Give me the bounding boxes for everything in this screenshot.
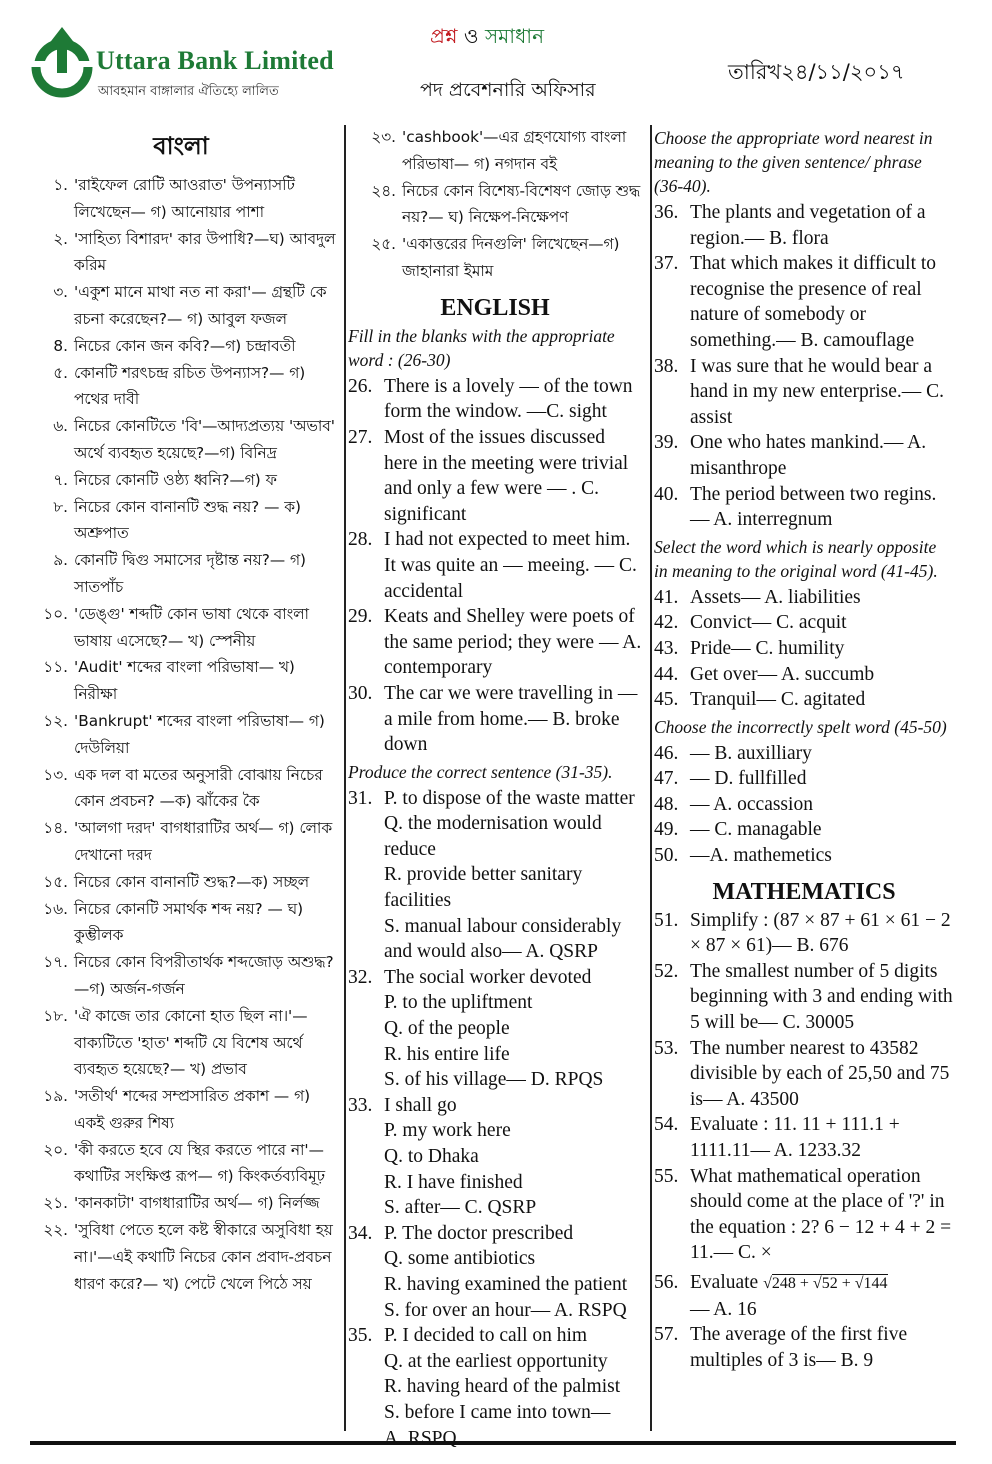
- question-51: 51. Simplify : (87 × 87 + 61 × 61 − 2 × 87 × 61)— B. 676: [654, 909, 951, 957]
- bangla-question: [20, 815, 342, 869]
- instruction-correct-sentence: Produce the correct sentence (31-35).: [348, 761, 613, 782]
- question-number: ১.: [53, 176, 68, 194]
- question-number: ১৪.: [43, 819, 68, 838]
- q56-radical: √248 + √52 + √144: [763, 1274, 888, 1292]
- title-question: প্রশ্ন: [430, 24, 458, 48]
- bangla-question: [20, 949, 342, 1003]
- question-number: ২১.: [43, 1194, 68, 1213]
- question-36: 36. The plants and vegetation of a region.— B. flora: [654, 202, 926, 249]
- column-bangla: [20, 124, 342, 1297]
- question-49: 49. — C. managable: [654, 819, 822, 841]
- question-29: 29. Keats and Shelley were poets of the same period; they were — A. contemporary: [348, 606, 642, 679]
- question-text: 'কানকাটা' বাগধারাটির অর্থ— গ) নির্লজ্জ: [74, 1194, 320, 1213]
- question-40: 40. The period between two regins.— A. interregnum: [654, 483, 937, 531]
- question-text: নিচের কোন বিশেষ্য-বিশেষণ জোড় শুদ্ধ নয়?— ঘ) নিক্ষেপ-নিক্ষেপণ: [402, 181, 641, 227]
- section-title-english: ENGLISH: [440, 294, 550, 321]
- question-42: 42. Convict— C. acquit: [654, 612, 847, 634]
- question-39: 39. One who hates mankind.— A. misanthrope: [654, 432, 927, 479]
- question-38: 38. I was sure that he would bear a hand in my new enterprise.— C. assist: [654, 355, 944, 428]
- question-text: নিচের কোন বানানটি শুদ্ধ?—ক) সচ্ছল: [74, 872, 310, 891]
- question-37: 37. That which makes it difficult to recognise the presence of real nature of somebody or something.— B. camouflage: [654, 253, 937, 351]
- question-number: ৩.: [53, 283, 68, 302]
- question-30: 30. The car we were travelling in — a mile from home.— B. broke down: [348, 682, 638, 756]
- question-number: ২.: [53, 229, 68, 248]
- section-title-bangla: বাংলা: [153, 132, 209, 160]
- q56-label: Evaluate: [690, 1271, 759, 1293]
- question-45: 45. Tranquil— C. agitated: [654, 689, 866, 711]
- question-text: 'cashbook'—এর গ্রহণযোগ্য বাংলা পরিভাষা— গ) নগদান বই: [402, 128, 627, 173]
- question-number: ৮.: [53, 497, 68, 516]
- bangla-question: [20, 601, 342, 655]
- question-text: 'রাইফেল রোটি আওরাত' উপন্যাসটি লিখেছেন— গ) আনোয়ার পাশা: [74, 176, 295, 221]
- page-title: [430, 22, 544, 55]
- question-27: 27. Most of the issues discussed here in the meeting were trivial and only a few were — . C. significant: [348, 426, 629, 525]
- question-41: 41. Assets— A. liabilities: [654, 586, 861, 608]
- question-text: নিচের কোনটি সমার্থক শব্দ নয়? — ঘ) কুম্ভীলক: [74, 899, 304, 945]
- column-right: [654, 124, 954, 1373]
- question-53: 53. The number nearest to 43582 divisible by each of 25,50 and 75 is— A. 43500: [654, 1037, 950, 1110]
- instruction-opposite-meaning: Select the word which is nearly opposite in meaning to the original word (41-45).: [654, 536, 938, 581]
- bangla-question-list: [20, 172, 342, 1297]
- question-28: 28. I had not expected to meet him. It was quite an — meeing. — C. accidental: [348, 529, 637, 602]
- bangla-question: [20, 708, 342, 762]
- uttara-bank-logo-icon: [30, 25, 94, 105]
- question-55: 55. What mathematical operation should come at the place of '?' in the equation : 2? 6 − 12 + 4 + 2 = 11.— C. ×: [654, 1165, 952, 1264]
- question-number: ৭.: [53, 470, 68, 489]
- question-number: ৬.: [53, 417, 68, 436]
- bangla-question: [20, 1083, 342, 1137]
- question-number: ১৮.: [43, 1006, 68, 1025]
- q56-answer: — A. 16: [690, 1298, 757, 1320]
- question-text: 'একুশ মানে মাথা নত না করা'— গ্রন্থটি কে রচনা করেছেন?— গ) আবুল ফজল: [74, 283, 327, 328]
- question-number: ১৬.: [43, 899, 68, 918]
- question-text: 'সুবিধা পেতে হলে কষ্ট স্বীকারে অসুবিধা হয় না।'—এই কথাটি নিচের কোন প্রবাদ-প্রবচন ধারণ করে?— খ) পেটে খেলে পিঠে সয়: [74, 1221, 333, 1293]
- question-46: 46. — B. auxilliary: [654, 742, 812, 764]
- question-text: 'একাত্তরের দিনগুলি' লিখেছেন—গ) জাহানারা ইমাম: [402, 235, 620, 280]
- bangla-question: [20, 1190, 342, 1217]
- bangla-question: [20, 869, 342, 896]
- question-text: কোনটি দ্বিগু সমাসের দৃষ্টান্ত নয়?— গ) সাতপাঁচ: [74, 551, 306, 596]
- question-text: 'Bankrupt' শব্দের বাংলা পরিভাষা— গ) দেউলিয়া: [74, 711, 325, 757]
- question-text: 'কী করতে হবে যে স্থির করতে পারে না'—কথাটির সংক্ষিপ্ত রূপ— গ) কিংকর্তব্যবিমূঢ়: [74, 1140, 325, 1186]
- question-32: 32. The social worker devoted P. to the upliftment Q. of the people R. his entire life S. of his village— D. RPQS: [348, 966, 604, 1091]
- question-number: ২৩.: [371, 128, 396, 146]
- exam-date: তারিখ২৪/১১/২০১৭: [728, 60, 905, 84]
- question-text: 'সাহিত্য বিশারদ' কার উপাধি?—ঘ) আবদুল করিম: [74, 229, 336, 275]
- question-text: নিচের কোন বানানটি শুদ্ধ নয়? — ক) অশ্রুপাত: [74, 497, 301, 543]
- question-text: নিচের কোনটিতে 'বি'—আদ্যপ্রত্যয় 'অভাব' অর্থে ব্যবহৃত হয়েছে?—গ) বিনিদ্র: [74, 417, 335, 462]
- question-35: 35. P. I decided to call on him Q. at the earliest opportunity R. having heard of the palmist S. before I came into town— A. RSPQ: [348, 1325, 621, 1449]
- bangla-question: [20, 1137, 342, 1191]
- question-text: 'Audit' শব্দের বাংলা পরিভাষা— খ) নিরীক্ষা: [74, 658, 295, 704]
- question-number: ২৪.: [371, 181, 396, 200]
- bangla-question: [348, 124, 642, 178]
- bangla-question-list-continued: [348, 124, 642, 285]
- question-number: ২২.: [43, 1221, 68, 1240]
- question-number: ১৯.: [43, 1087, 68, 1106]
- bank-tagline: আবহমান বাঙ্গালার ঐতিহ্যে লালিত: [98, 84, 279, 99]
- instruction-incorrect-spelling: Choose the incorrectly spelt word (45-50): [654, 716, 947, 737]
- bangla-question: [20, 654, 342, 708]
- bangla-question: [20, 547, 342, 601]
- bangla-question: [20, 1003, 342, 1083]
- bangla-question: [20, 172, 342, 226]
- question-50: 50. —A. mathemetics: [654, 845, 832, 867]
- instruction-nearest-meaning: Choose the appropriate word nearest in meaning to the given sentence/ phrase (36-40).: [654, 128, 933, 196]
- question-26: 26. There is a lovely — of the town form the window. —C. sight: [348, 375, 633, 423]
- question-text: 'ডেঙ্গু' শব্দটি কোন ভাষা থেকে বাংলা ভাষায় এসেছে?— খ) স্পেনীয়: [74, 604, 309, 650]
- bangla-question: [20, 896, 342, 950]
- page-header: [0, 0, 992, 120]
- question-text: 'সতীর্থ' শব্দের সম্প্রসারিত প্রকাশ — গ) একই গুরুর শিষ্য: [74, 1087, 311, 1132]
- bangla-question: [20, 494, 342, 548]
- question-number: ১২.: [43, 711, 68, 730]
- column-divider-1: [344, 125, 346, 1431]
- question-number: ২৫.: [371, 235, 396, 254]
- question-33: 33. I shall go P. my work here Q. to Dhaka R. I have finished S. after— C. QSRP: [348, 1094, 537, 1219]
- bangla-question: [20, 467, 342, 494]
- bangla-question: [20, 279, 342, 333]
- question-number: ১৭.: [43, 953, 68, 972]
- question-number: ১০.: [43, 604, 68, 623]
- question-number: ৯.: [53, 551, 68, 570]
- question-text: নিচের কোন বিপরীতার্থক শব্দজোড় অশুদ্ধ?—গ) অর্জন-গর্জন: [74, 953, 334, 998]
- bangla-question: [20, 762, 342, 816]
- question-31: 31. P. to dispose of the waste matter Q. the modernisation would reduce R. provide better sanitary facilities S. manual labour considerably and would also— A. QSRP: [348, 787, 635, 963]
- question-44: 44. Get over— A. succumb: [654, 663, 875, 685]
- bangla-question: [348, 178, 642, 232]
- question-number: ১৩.: [43, 765, 68, 784]
- bangla-question: [20, 360, 342, 414]
- bangla-question: [20, 1217, 342, 1297]
- title-and: ও: [457, 24, 485, 48]
- question-number: 8.: [53, 336, 68, 355]
- question-text: 'ঐ কাজে তার কোনো হাত ছিল না।'— বাক্যটিতে 'হাত' শব্দটি যে বিশেষ অর্থে ব্যবহৃত হয়েছে?— খ) প্রভাব: [74, 1006, 308, 1079]
- question-text: এক দল বা মতের অনুসারী বোঝায় নিচের কোন প্রবচন? —ক) ঝাঁকের কৈ: [74, 765, 323, 811]
- question-57: 57. The average of the first five multiples of 3 is— B. 9: [654, 1324, 908, 1371]
- question-47: 47. — D. fullfilled: [654, 768, 807, 790]
- bank-name: Uttara Bank Limited: [96, 46, 334, 75]
- question-number: ৫.: [53, 363, 68, 382]
- question-text: কোনটি শরৎচন্দ্র রচিত উপন্যাস?— গ) পথের দাবী: [74, 363, 306, 409]
- post-name: পদ প্রবেশনারি অফিসার: [420, 79, 596, 101]
- question-34: 34. P. The doctor prescribed Q. some antibiotics R. having examined the patient S. for over an hour— A. RSPQ: [348, 1222, 628, 1321]
- instruction-fill-blanks: Fill in the blanks with the appropriate word : (26-30): [348, 325, 615, 370]
- bangla-question: [20, 333, 342, 360]
- question-number: ২০.: [43, 1140, 68, 1159]
- question-48: 48. — A. occassion: [654, 793, 813, 815]
- question-54: 54. Evaluate : 11. 11 + 111.1 + 1111.11— A. 1233.32: [654, 1114, 900, 1161]
- question-number: ১১.: [43, 658, 68, 677]
- question-text: নিচের কোন জন কবি?—গ) চন্দ্রাবতী: [74, 336, 296, 355]
- column-divider-2: [650, 125, 652, 1431]
- question-text: নিচের কোনটি ওষ্ঠ্য ধ্বনি?—গ) ফ: [74, 470, 277, 489]
- question-text: 'আলগা দরদ' বাগধারাটির অর্থ— গ) লোক দেখানো দরদ: [74, 819, 333, 864]
- column-middle: [348, 124, 642, 1451]
- question-52: 52. The smallest number of 5 digits beginning with 3 and ending with 5 will be— C. 30005: [654, 960, 953, 1034]
- title-solution: সমাধান: [484, 24, 545, 48]
- question-43: 43. Pride— C. humility: [654, 637, 845, 659]
- bangla-question: [20, 413, 342, 467]
- question-56: 56. Evaluate √248 + √52 + √144 — A. 16: [654, 1270, 954, 1322]
- bangla-question: [20, 226, 342, 280]
- section-title-mathematics: MATHEMATICS: [712, 878, 896, 905]
- bangla-question: [348, 231, 642, 285]
- question-number: ১৫.: [43, 872, 68, 891]
